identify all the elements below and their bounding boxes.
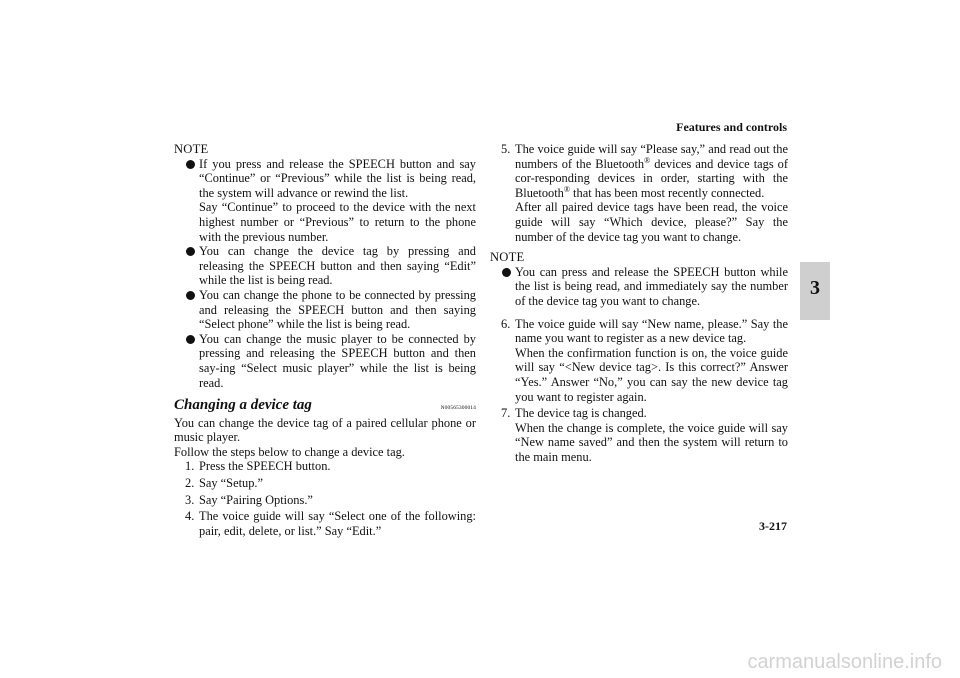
step-text-part: that has been most recently connected. [569,185,765,200]
step-number: 6. [501,316,511,331]
note-bullet-text: You can change the phone to be connected by pressing and releasing the SPEECH button and then saying “Select phone” while the list is being read. [199,287,476,332]
step-number: 4. [185,509,195,524]
step-item [174,459,476,474]
step-number: 2. [185,476,195,491]
bullet-dot-icon [186,291,195,300]
section-code: N00565300014 [440,405,476,412]
chapter-number: 3 [810,277,820,299]
note-bullet [174,244,476,288]
step-item [174,493,476,508]
step-text-part: The voice guide will say “Please say,” and read out the numbers of the Bluetooth [515,142,788,171]
note-bullet [174,157,476,245]
step-text: Say “Pairing Options.” [199,492,313,507]
section-follow: Follow the steps below to change a device tag. [174,444,405,459]
step-text: The voice guide will say “Select one of the following: pair, edit, delete, or list.” Say “Edit.” [199,509,476,538]
step-item [490,406,788,464]
page-header: Features and controls [676,120,787,134]
step-number: 3. [185,492,195,507]
note-label: NOTE [490,250,525,265]
watermark: carmanualsonline.info [747,651,942,674]
step-text: After all paired device tags have been read, the voice guide will say “Which device, please?” Say the number of the device tag you want to change. [515,200,788,244]
bullet-dot-icon [186,335,195,344]
bullet-dot-icon [186,160,195,169]
step-item [174,476,476,491]
registered-mark: ® [563,184,570,194]
section-title: Changing a device tag [174,397,312,414]
note-bullet-text: You can change the device tag by pressing and releasing the SPEECH button and then saying “Edit” while the list is being read. [199,244,476,288]
note-bullet [490,265,788,309]
step-text: The device tag is changed. [515,406,647,421]
page-number: 3-217 [759,519,787,533]
step-number: 5. [501,142,511,156]
step-item [174,509,476,538]
step-item [490,142,788,244]
step-text: The voice guide will say “New name, please.” Say the name you want to register as a new device tag. [515,316,788,346]
step-item [490,317,788,405]
step-number: 7. [501,406,511,421]
section-heading [174,398,476,416]
note-bullet-text: You can press and release the SPEECH button while the list is being read, and immediately say the number of the device tag you want to change. [515,264,788,308]
bullet-dot-icon [502,268,511,277]
step-text-part: devices and device tags of cor-responding devices in order, starting with the Bluetooth [515,156,789,200]
note-bullet-text: Say “Continue” to proceed to the device with the next highest number or “Previous” to return to the phone with the previous number. [199,200,476,244]
step-text: When the change is complete, the voice guide will say “New name saved” and then the system will return to the main menu. [515,420,788,464]
bullet-dot-icon [186,247,195,256]
right-column [490,142,788,466]
step-text [515,142,788,200]
note-bullet-text: You can change the music player to be connected by pressing and releasing the SPEECH button and then say-ing “Select music player” while the list is being read. [199,331,476,390]
note-bullet [174,288,476,332]
note-label: NOTE [174,142,209,156]
step-text: When the confirmation function is on, the voice guide will say “<New device tag>. Is this correct?” Answer “Yes.” Answer “No,” you can say the new device tag you want to register again. [515,345,788,404]
note-bullet-text: If you press and release the SPEECH button and say “Continue” or “Previous” while the list is being read, the system will advance or rewind the list. [199,156,476,200]
step-number: 1. [185,459,195,474]
chapter-tab [800,262,830,320]
registered-mark: ® [644,155,651,165]
section-intro: You can change the device tag of a paired cellular phone or music player. [174,415,476,445]
note-bullet [174,332,476,390]
step-text: Say “Setup.” [199,476,264,491]
step-text: Press the SPEECH button. [199,459,331,474]
left-column [174,142,476,540]
